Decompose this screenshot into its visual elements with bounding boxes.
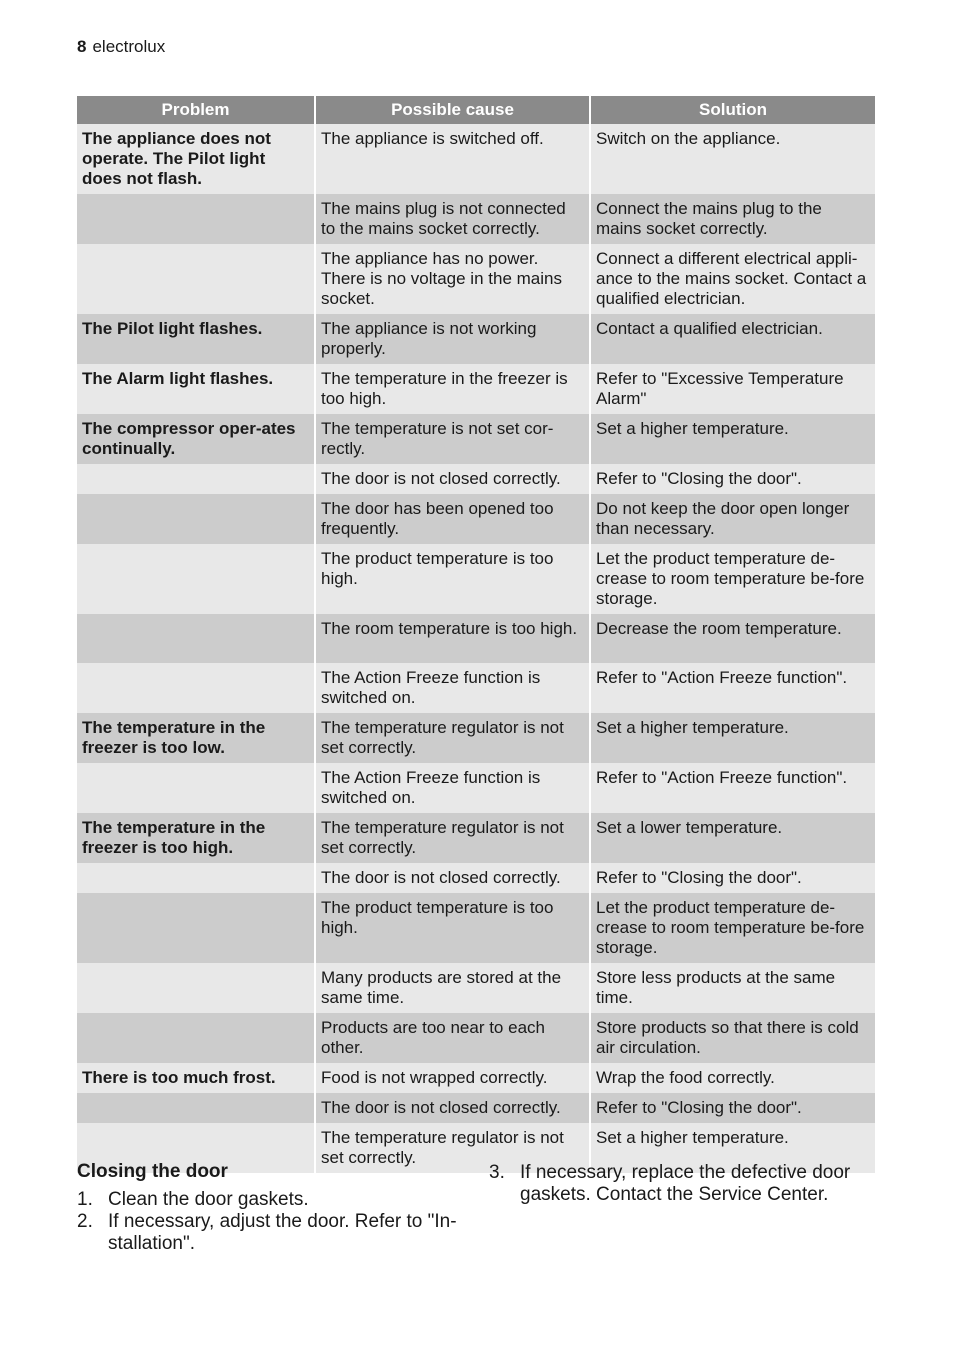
page-number: 8 — [77, 37, 87, 56]
cause-cell: The room temperature is too high. — [315, 614, 590, 663]
solution-cell: Refer to "Excessive Temperature Alarm" — [590, 364, 875, 414]
cause-cell: The temperature regulator is not set correctly. — [315, 1123, 590, 1173]
column-header-problem: Problem — [77, 96, 315, 124]
solution-cell: Set a higher temperature. — [590, 414, 875, 464]
problem-cell — [77, 1093, 315, 1123]
column-header-solution: Solution — [590, 96, 875, 124]
solution-cell: Contact a qualified electrician. — [590, 314, 875, 364]
table-row — [77, 763, 875, 813]
problem-cell — [77, 464, 315, 494]
solution-cell: Do not keep the door open longer than necessary. — [590, 494, 875, 544]
cause-cell: The product temperature is too high. — [315, 544, 590, 614]
problem-cell — [77, 494, 315, 544]
cause-cell: The temperature is not set cor-rectly. — [315, 414, 590, 464]
problem-cell — [77, 194, 315, 244]
table-row — [77, 244, 875, 314]
table-row — [77, 963, 875, 1013]
solution-cell: Refer to "Closing the door". — [590, 863, 875, 893]
column-header-cause: Possible cause — [315, 96, 590, 124]
table-row — [77, 1013, 875, 1063]
solution-cell: Refer to "Action Freeze function". — [590, 663, 875, 713]
solution-cell: Store less products at the same time. — [590, 963, 875, 1013]
solution-cell: Connect a different electrical appli-ance to the mains socket. Contact a qualified electrician. — [590, 244, 875, 314]
problem-cell — [77, 763, 315, 813]
table-row — [77, 494, 875, 544]
cause-cell: Many products are stored at the same time. — [315, 963, 590, 1013]
solution-cell: Let the product temperature de-crease to room temperature be-fore storage. — [590, 544, 875, 614]
closing-door-steps-left — [77, 1189, 469, 1255]
step-text: If necessary, adjust the door. Refer to "In-stallation". — [108, 1211, 457, 1254]
cause-cell: The temperature in the freezer is too high. — [315, 364, 590, 414]
table-row — [77, 893, 875, 963]
problem-cell — [77, 863, 315, 893]
cause-cell: The temperature regulator is not set correctly. — [315, 813, 590, 863]
problem-cell: The Pilot light flashes. — [77, 314, 315, 364]
solution-cell: Refer to "Closing the door". — [590, 1093, 875, 1123]
problem-cell — [77, 893, 315, 963]
problem-cell: There is too much frost. — [77, 1063, 315, 1093]
problem-cell: The appliance does not operate. The Pilot light does not flash. — [77, 124, 315, 194]
list-item — [489, 1162, 875, 1206]
step-number: 2. — [77, 1211, 93, 1232]
table-row — [77, 813, 875, 863]
cause-cell: The appliance is not working properly. — [315, 314, 590, 364]
table-row — [77, 124, 875, 194]
solution-cell: Refer to "Action Freeze function". — [590, 763, 875, 813]
table-row — [77, 663, 875, 713]
solution-cell: Switch on the appliance. — [590, 124, 875, 194]
problem-cell — [77, 963, 315, 1013]
solution-cell: Set a higher temperature. — [590, 713, 875, 763]
table-row — [77, 194, 875, 244]
solution-cell: Set a lower temperature. — [590, 813, 875, 863]
step-number: 3. — [489, 1162, 505, 1183]
cause-cell: The door is not closed correctly. — [315, 464, 590, 494]
cause-cell: The door is not closed correctly. — [315, 863, 590, 893]
cause-cell: The door has been opened too frequently. — [315, 494, 590, 544]
table-row — [77, 1063, 875, 1093]
cause-cell: The product temperature is too high. — [315, 893, 590, 963]
table-row — [77, 414, 875, 464]
solution-cell: Wrap the food correctly. — [590, 1063, 875, 1093]
list-item — [77, 1189, 469, 1211]
problem-cell — [77, 544, 315, 614]
closing-door-title: Closing the door — [77, 1161, 228, 1182]
table-row — [77, 544, 875, 614]
table-row — [77, 314, 875, 364]
list-item — [77, 1211, 469, 1255]
cause-cell: The Action Freeze function is switched on. — [315, 663, 590, 713]
solution-cell: Let the product temperature de-crease to room temperature be-fore storage. — [590, 893, 875, 963]
table-row — [77, 464, 875, 494]
problem-cell: The compressor oper-ates continually. — [77, 414, 315, 464]
cause-cell: The door is not closed correctly. — [315, 1093, 590, 1123]
cause-cell: The mains plug is not connected to the mains socket correctly. — [315, 194, 590, 244]
solution-cell: Refer to "Closing the door". — [590, 464, 875, 494]
cause-cell: The Action Freeze function is switched on. — [315, 763, 590, 813]
table-row — [77, 863, 875, 893]
problem-cell — [77, 614, 315, 663]
table-row — [77, 364, 875, 414]
closing-door-steps-right — [489, 1162, 875, 1206]
brand-name: electrolux — [92, 37, 166, 56]
solution-cell: Connect the mains plug to the mains socket correctly. — [590, 194, 875, 244]
step-number: 1. — [77, 1189, 93, 1210]
problem-cell — [77, 244, 315, 314]
cause-cell: The temperature regulator is not set correctly. — [315, 713, 590, 763]
solution-cell: Set a higher temperature. — [590, 1123, 875, 1173]
table-header-row — [77, 96, 875, 124]
problem-cell — [77, 663, 315, 713]
table-row — [77, 1093, 875, 1123]
solution-cell: Decrease the room temperature. — [590, 614, 875, 663]
problem-cell: The temperature in the freezer is too low. — [77, 713, 315, 763]
table-row — [77, 614, 875, 663]
cause-cell: Products are too near to each other. — [315, 1013, 590, 1063]
table-row — [77, 713, 875, 763]
step-text: Clean the door gaskets. — [108, 1189, 309, 1210]
page-header — [77, 37, 165, 57]
step-text: If necessary, replace the defective door gaskets. Contact the Service Center. — [520, 1162, 851, 1205]
problem-cell — [77, 1013, 315, 1063]
cause-cell: The appliance is switched off. — [315, 124, 590, 194]
problem-cell: The Alarm light flashes. — [77, 364, 315, 414]
cause-cell: The appliance has no power. There is no voltage in the mains socket. — [315, 244, 590, 314]
cause-cell: Food is not wrapped correctly. — [315, 1063, 590, 1093]
solution-cell: Store products so that there is cold air circulation. — [590, 1013, 875, 1063]
troubleshooting-table — [77, 96, 875, 1173]
problem-cell: The temperature in the freezer is too high. — [77, 813, 315, 863]
